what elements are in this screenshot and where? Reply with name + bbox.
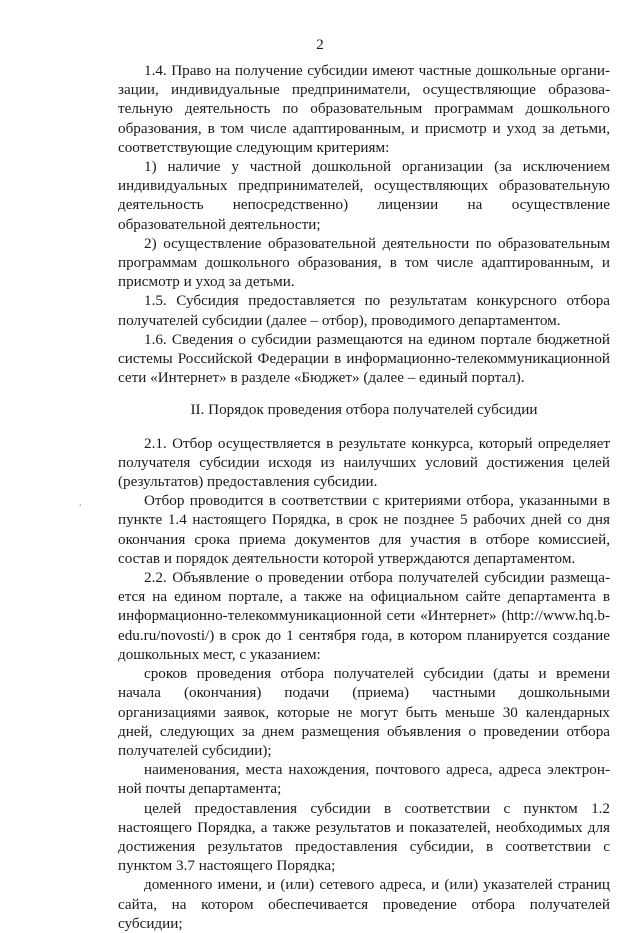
paragraph-criterion-2: 2) осуществление образовательной деятельности по образовательным программам дошкольного образования, в том числе адаптированным, и присмотр и уход за детьми. — [118, 234, 610, 291]
margin-mark: , — [79, 497, 82, 508]
paragraph-1-4: 1.4. Право на получение субсидии имеют частные дошкольные организации, индивидуальные предприниматели, осуществляющие образовательную деятельность по образовательным программам дошкольного образования, в том числе адаптированным, и присмотр и уход за детьми, соответствующие следующим критериям: — [118, 62, 610, 156]
paragraph-criterion-1: 1) наличие у частной дошкольной организации (за исключением индивидуальных предпринимателей, осуществляющих образовательную деятельность непосредственно) лицензии на осуществление образовательной деятельности; — [118, 158, 610, 233]
paragraph-deadlines: сроков проведения отбора получателей субсидии (даты и времени начала (окончания) подачи (приема) частными дошкольными организациями заявок, которые не могут быть меньше 30 календарных дней, следующих за днем размещения объявления о проведении отбора получателей субсидии); — [118, 665, 610, 759]
paragraph-goals: целей предоставления субсидии в соответствии с пунктом 1.2 настоящего Порядка, а также результатов и показателей, необходимых для достижения результатов предоставления субсидии, в соответствии с пунктом 3.7 настоящего Порядка; — [118, 799, 610, 875]
paragraph-contacts: наименования, места нахождения, почтового адреса, адреса электронной почты департамента; — [118, 761, 610, 798]
paragraph-selection-criteria: Отбор проводится в соответствии с критериями отбора, указанными в пункте 1.4 настоящего Порядка, в срок не позднее 5 рабочих дней со дня окончания срока приема документов для участия в отборе комиссией, состав и порядок деятельности которой утверждаются департаментом. — [118, 492, 610, 567]
paragraph-1-6: 1.6. Сведения о субсидии размещаются на едином портале бюджетной системы Российской Федерации в информационно-телекоммуникационной сети «Интернет» в разделе «Бюджет» (далее – единый портал). — [118, 330, 610, 387]
document-body — [118, 61, 610, 933]
page-number: 2 — [316, 37, 324, 53]
paragraph-1-5: 1.5. Субсидия предоставляется по результатам конкурсного отбора получателей субсидии (далее – отбор), проводимого департаментом. — [118, 292, 610, 329]
section-heading: II. Порядок проведения отбора получателей субсидии — [190, 401, 538, 419]
paragraph-2-1: 2.1. Отбор осуществляется в результате конкурса, который определяет получателя субсидии исходя из наилучших условий достижения целей (результатов) предоставления субсидии. — [118, 434, 610, 491]
paragraph-2-2: 2.2. Объявление о проведении отбора получателей субсидии размещается на едином портале, а также на официальном сайте департамента в информационно-телекоммуникационной сети «Интернет» (http://www.hq.b-edu.ru/novosti/) в срок до 1 сентября года, в котором планируется создание дошкольных мест, с указанием: — [118, 569, 610, 663]
paragraph-domain: доменного имени, и (или) сетевого адреса, и (или) указателей страниц сайта, на котором обеспечивается проведение отбора получателей субсидии; — [118, 876, 610, 932]
